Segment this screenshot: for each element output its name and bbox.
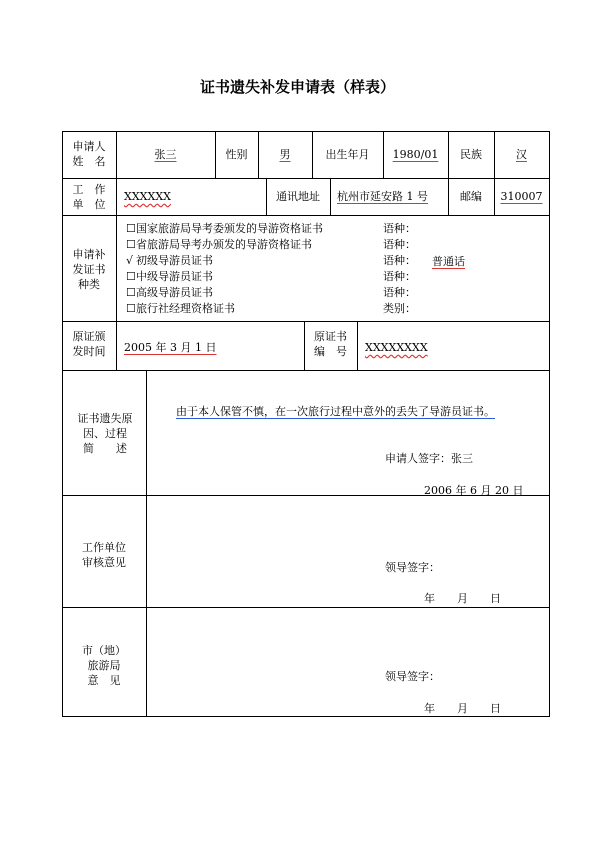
bureau-leader-signature-label: 领导签字： [385,670,440,683]
cert-language-label: 语种： [383,270,416,283]
bureau-opinion-date: 年 月 日 [424,702,501,715]
zip-label: 邮编 [460,190,482,203]
checkbox-icon[interactable]: ☐ [126,222,136,235]
unit-review-date: 年 月 日 [424,592,501,605]
gender-label: 性别 [225,148,248,161]
cert-number-label: 原证书 编 号 [314,330,347,358]
cert-type-label: 申请补 发证书 种类 [72,248,106,291]
cert-number-value: XXXXXXXX [365,341,428,354]
loss-reason-label: 证书遗失原 因、过程 简 述 [77,412,133,455]
cert-language-label: 语种： [383,254,416,267]
cert-type-item [126,254,213,268]
issue-date-label: 原证颁 发时间 [72,330,106,358]
gender-value: 男 [279,148,291,161]
tourism-bureau-opinion-label: 市（地） 旅游局 意 见 [82,644,126,687]
cert-type-text: 旅行社经理资格证书 [136,302,235,315]
checkbox-icon[interactable]: ☐ [126,286,136,299]
loss-reason-text: 由于本人保管不慎，在一次旅行过程中意外的丢失了导游员证书。 [176,405,495,418]
cert-language-label: 类别： [383,302,416,315]
unit-leader-signature-label: 领导签字： [385,561,440,574]
cert-type-text: 初级导游员证书 [136,254,213,267]
birth-label: 出生年月 [325,148,370,161]
cert-language-label: 语种： [383,222,416,235]
cert-type-item [126,222,323,236]
applicant-name-label: 申请人 姓 名 [72,140,106,168]
work-unit-value: XXXXXX [124,190,171,203]
birth-value: 1980/01 [392,148,439,161]
cert-language-label: 语种： [383,286,416,299]
cert-type-text: 中级导游员证书 [136,270,213,283]
cert-type-text: 省旅游局导考办颁发的导游资格证书 [136,238,312,251]
work-unit-review-label: 工作单位 审核意见 [82,541,126,569]
applicant-signature: 申请人签字：张三 [385,452,473,465]
cert-type-item [126,302,235,316]
checkbox-icon[interactable]: ☐ [126,238,136,251]
zip-value: 310007 [500,190,543,203]
work-unit-label: 工 作 单 位 [72,183,106,211]
cert-type-item [126,286,213,300]
applicant-name-value: 张三 [154,148,177,161]
checkbox-icon[interactable]: ☐ [126,270,136,283]
cert-type-text: 高级导游员证书 [136,286,213,299]
checkmark-icon[interactable]: √ [126,254,134,267]
address-label: 通讯地址 [276,190,320,203]
cert-language-value: 普通话 [432,255,465,268]
cert-type-item [126,270,213,284]
cert-language-label: 语种： [383,238,416,251]
ethnic-label: 民族 [460,148,482,161]
checkbox-icon[interactable]: ☐ [126,302,136,315]
address-value: 杭州市延安路 1 号 [337,190,428,203]
applicant-date: 2006 年 6 月 20 日 [424,484,524,497]
cert-type-text: 国家旅游局导考委颁发的导游资格证书 [136,222,323,235]
ethnic-value: 汉 [516,148,527,161]
issue-date-value: 2005 年 3 月 1 日 [124,341,217,354]
cert-type-item [126,238,312,252]
form-title: 证书遗失补发申请表（样表） [199,78,395,96]
